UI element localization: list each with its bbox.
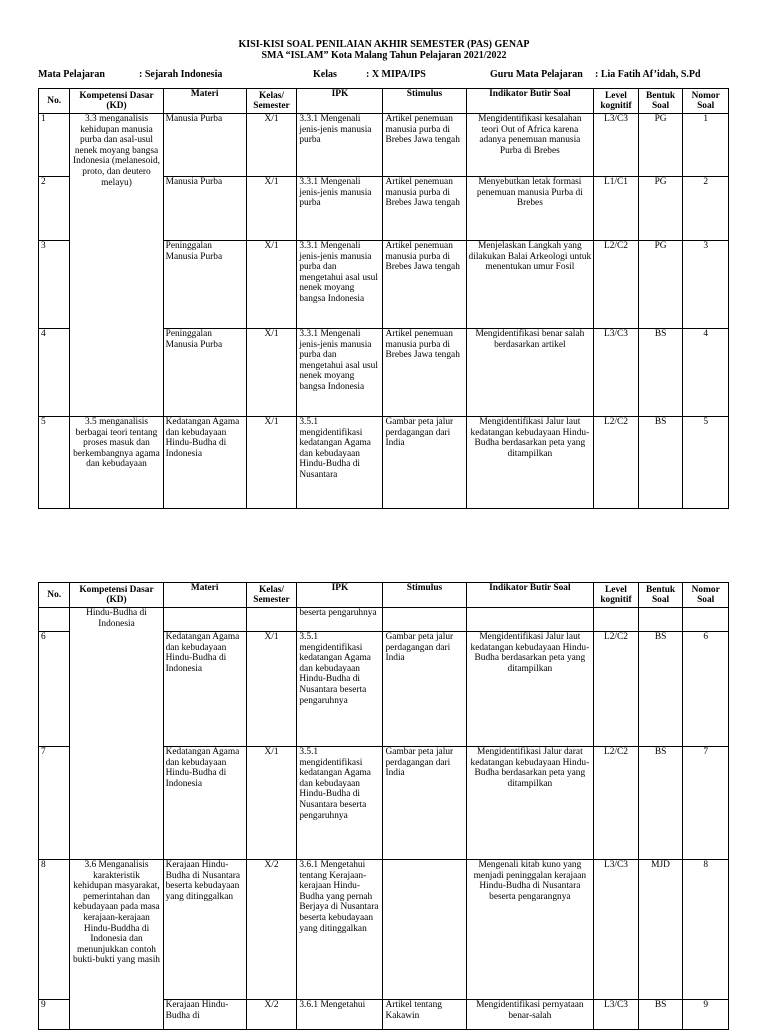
row-no: 1: [39, 114, 70, 177]
kelas-cell: X/1: [246, 177, 297, 241]
nomor-cell: 4: [683, 329, 729, 417]
stimulus-cell: [383, 860, 466, 1000]
teacher-label: Guru Mata Pelajaran: [490, 69, 583, 80]
materi-cell: Kedatangan Agama dan kebudayaan Hindu-Budha di Indonesia: [163, 417, 246, 509]
ipk-cell: beserta pengaruhnya: [297, 608, 383, 632]
kelas-cell: X/1: [246, 747, 297, 860]
bentuk-cell: PG: [638, 177, 683, 241]
col-header-materi: Materi: [163, 583, 246, 608]
nomor-cell: 8: [683, 860, 729, 1000]
nomor-cell: 2: [683, 177, 729, 241]
indikator-cell: Mengidentifikasi benar salah berdasarkan artikel: [466, 329, 594, 417]
col-header-kd: Kompetensi Dasar (KD): [70, 89, 163, 114]
bentuk-cell: BS: [638, 1000, 683, 1030]
ipk-cell: 3.6.1 Mengetahui tentang Kerajaan-kerajaan Hindu-Budha yang pernah Berjaya di Nusantara beserta kebudayaan yang ditinggalkan: [297, 860, 383, 1000]
table-header-row: [39, 583, 729, 608]
row-no: 4: [39, 329, 70, 417]
indikator-cell: Mengenali kitab kuno yang menjadi peninggalan kerajaan Hindu-Budha di Nusantara beserta pengarangnya: [466, 860, 594, 1000]
level-cell: L2/C2: [594, 747, 639, 860]
nomor-cell: 5: [683, 417, 729, 509]
level-cell: L3/C3: [594, 860, 639, 1000]
level-cell: L3/C3: [594, 1000, 639, 1030]
stimulus-cell: Artikel tentang Kakawin: [383, 1000, 466, 1030]
col-header-nomor: Nomor Soal: [683, 583, 729, 608]
indikator-cell: Mengidentifikasi Jalur laut kedatangan kebudayaan Hindu-Budha berdasarkan peta yang ditampilkan: [466, 417, 594, 509]
col-header-indikator: Indikator Butir Soal: [466, 583, 594, 608]
level-cell: L1/C1: [594, 177, 639, 241]
level-cell: L3/C3: [594, 329, 639, 417]
col-header-ipk: IPK: [297, 89, 383, 114]
materi-cell: Kedatangan Agama dan kebudayaan Hindu-Budha di Indonesia: [163, 632, 246, 747]
bentuk-cell: PG: [638, 114, 683, 177]
nomor-cell: 9: [683, 1000, 729, 1030]
table-row-continuation: [39, 608, 729, 632]
level-cell: L3/C3: [594, 114, 639, 177]
bentuk-cell: MJD: [638, 860, 683, 1000]
class-label: Kelas: [313, 69, 337, 80]
nomor-cell: 7: [683, 747, 729, 860]
ipk-cell: 3.5.1 mengidentifikasi kedatangan Agama dan kebudayaan Hindu-Budha di Nusantara beserta pengaruhnya: [297, 632, 383, 747]
level-cell: L2/C2: [594, 632, 639, 747]
kisi-kisi-table-page-2: [38, 582, 729, 1030]
indikator-cell: Menyebutkan letak formasi penemuan manusia Purba di Brebes: [466, 177, 594, 241]
stimulus-cell: Gambar peta jalur perdagangan dari India: [383, 747, 466, 860]
stimulus-cell: Artikel penemuan manusia purba di Brebes Jawa tengah: [383, 114, 466, 177]
col-header-kelas: Kelas/ Semester: [246, 89, 297, 114]
stimulus-cell: Gambar peta jalur perdagangan dari India: [383, 632, 466, 747]
row-no: 7: [39, 747, 70, 860]
col-header-ipk: IPK: [297, 583, 383, 608]
row-no: 3: [39, 241, 70, 329]
empty-cell: [163, 608, 246, 632]
materi-cell: Peninggalan Manusia Purba: [163, 329, 246, 417]
kd-cell: Hindu-Budha di Indonesia: [70, 608, 163, 860]
stimulus-cell: Artikel penemuan manusia purba di Brebes Jawa tengah: [383, 177, 466, 241]
indikator-cell: Mengidentifikasi Jalur laut kedatangan kebudayaan Hindu-Budha berdasarkan peta yang ditampilkan: [466, 632, 594, 747]
row-no: 8: [39, 860, 70, 1000]
indikator-cell: Menjelaskan Langkah yang dilakukan Balai Arkeologi untuk menentukan umur Fosil: [466, 241, 594, 329]
col-header-bentuk: Bentuk Soal: [638, 89, 683, 114]
kelas-cell: X/2: [246, 860, 297, 1000]
col-header-indikator: Indikator Butir Soal: [466, 89, 594, 114]
teacher-value: : Lia Fatih Af’idah, S.Pd: [595, 69, 701, 80]
kelas-cell: X/1: [246, 329, 297, 417]
nomor-cell: 1: [683, 114, 729, 177]
kd-cell: 3.5 menganalisis berbagai teori tentang proses masuk dan berkembangnya agama dan kebudayaan: [70, 417, 163, 509]
stimulus-cell: Gambar peta jalur perdagangan dari India: [383, 417, 466, 509]
bentuk-cell: BS: [638, 329, 683, 417]
ipk-cell: 3.3.1 Mengenali jenis-jenis manusia purba dan mengetahui asal usul nenek moyang bangsa Indonesia: [297, 241, 383, 329]
class-value: : X MIPA/IPS: [366, 69, 426, 80]
empty-cell: [594, 608, 639, 632]
bentuk-cell: BS: [638, 747, 683, 860]
table-row: [39, 114, 729, 177]
ipk-cell: 3.5.1 mengidentifikasi kedatangan Agama dan kebudayaan Hindu-Budha di Nusantara beserta pengaruhnya: [297, 747, 383, 860]
row-no: 6: [39, 632, 70, 747]
subject-label: Mata Pelajaran: [38, 69, 105, 80]
kelas-cell: X/1: [246, 114, 297, 177]
document-title: KISI-KISI SOAL PENILAIAN AKHIR SEMESTER (PAS) GENAP: [238, 39, 530, 50]
empty-cell: [39, 608, 70, 632]
row-no: 5: [39, 417, 70, 509]
level-cell: L2/C2: [594, 241, 639, 329]
table-header-row: [39, 89, 729, 114]
stimulus-cell: Artikel penemuan manusia purba di Brebes Jawa tengah: [383, 241, 466, 329]
ipk-cell: 3.3.1 Mengenali jenis-jenis manusia purba: [297, 114, 383, 177]
row-no: 9: [39, 1000, 70, 1030]
stimulus-cell: Artikel penemuan manusia purba di Brebes Jawa tengah: [383, 329, 466, 417]
col-header-bentuk: Bentuk Soal: [638, 583, 683, 608]
col-header-stimulus: Stimulus: [383, 583, 466, 608]
kd-cell: 3.6 Menganalisis karakteristik kehidupan masyarakat, pemerintahan dan kebudayaan pada masa kerajaan-kerajaan Hindu-Buddha di Indonesia dan menunjukkan contoh bukti-bukti yang masih: [70, 860, 163, 1030]
subject-value: : Sejarah Indonesia: [139, 69, 223, 80]
indikator-cell: Mengidentifikasi kesalahan teori Out of Africa karena adanya penemuan manusia Purba di Brebes: [466, 114, 594, 177]
kelas-cell: X/2: [246, 1000, 297, 1030]
col-header-materi: Materi: [163, 89, 246, 114]
kisi-kisi-table-page-1: [38, 88, 729, 509]
kd-cell: 3.3 menganalisis kehidupan manusia purba dan asal-usul nenek moyang bangsa Indonesia (melanesoid, proto, dan deutero melayu): [70, 114, 163, 417]
materi-cell: Peninggalan Manusia Purba: [163, 241, 246, 329]
empty-cell: [383, 608, 466, 632]
indikator-cell: Mengidentifikasi pernyataan benar-salah: [466, 1000, 594, 1030]
table-row: [39, 860, 729, 1000]
col-header-no: No.: [39, 583, 70, 608]
level-cell: L2/C2: [594, 417, 639, 509]
ipk-cell: 3.5.1 mengidentifikasi kedatangan Agama dan kebudayaan Hindu-Budha di Nusantara: [297, 417, 383, 509]
materi-cell: Manusia Purba: [163, 177, 246, 241]
materi-cell: Kedatangan Agama dan kebudayaan Hindu-Budha di Indonesia: [163, 747, 246, 860]
indikator-cell: Mengidentifikasi Jalur darat kedatangan kebudayaan Hindu-Budha berdasarkan peta yang ditampilkan: [466, 747, 594, 860]
ipk-cell: 3.6.1 Mengetahui: [297, 1000, 383, 1030]
ipk-cell: 3.3.1 Mengenali jenis-jenis manusia purba dan mengetahui asal usul nenek moyang bangsa Indonesia: [297, 329, 383, 417]
kelas-cell: X/1: [246, 632, 297, 747]
materi-cell: Kerajaan Hindu-Budha di: [163, 1000, 246, 1030]
kelas-cell: X/1: [246, 417, 297, 509]
kelas-cell: X/1: [246, 241, 297, 329]
materi-cell: Manusia Purba: [163, 114, 246, 177]
nomor-cell: 3: [683, 241, 729, 329]
empty-cell: [246, 608, 297, 632]
col-header-level: Level kognitif: [594, 89, 639, 114]
nomor-cell: 6: [683, 632, 729, 747]
col-header-level: Level kognitif: [594, 583, 639, 608]
table-row: [39, 417, 729, 509]
document-subtitle: SMA “ISLAM” Kota Malang Tahun Pelajaran 2021/2022: [261, 50, 507, 61]
col-header-stimulus: Stimulus: [383, 89, 466, 114]
empty-cell: [466, 608, 594, 632]
col-header-kd: Kompetensi Dasar (KD): [70, 583, 163, 608]
empty-cell: [683, 608, 729, 632]
row-no: 2: [39, 177, 70, 241]
materi-cell: Kerajaan Hindu-Budha di Nusantara beserta kebudayaan yang ditinggalkan: [163, 860, 246, 1000]
bentuk-cell: BS: [638, 632, 683, 747]
col-header-no: No.: [39, 89, 70, 114]
bentuk-cell: PG: [638, 241, 683, 329]
empty-cell: [638, 608, 683, 632]
col-header-kelas: Kelas/ Semester: [246, 583, 297, 608]
ipk-cell: 3.3.1 Mengenali jenis-jenis manusia purba: [297, 177, 383, 241]
col-header-nomor: Nomor Soal: [683, 89, 729, 114]
bentuk-cell: BS: [638, 417, 683, 509]
